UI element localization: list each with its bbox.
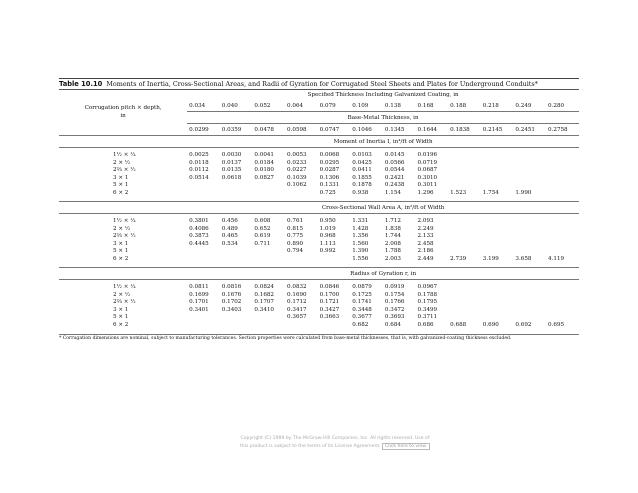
table-row [59, 248, 579, 256]
table-cell [546, 307, 579, 315]
table-cell [513, 160, 546, 168]
table-cell [546, 299, 579, 307]
table-cell: 0.652 [254, 225, 271, 232]
table-cell: 1.356 [352, 233, 369, 239]
pitch-label: 1½ × ¼ [113, 284, 136, 290]
thickness-value: 0.1838 [448, 124, 481, 136]
table-cell [481, 248, 514, 256]
table-cell: 0.0816 [221, 284, 242, 290]
table-cell: 1.556 [352, 255, 369, 262]
table-row [59, 256, 579, 264]
table-cell: 0.1754 [384, 291, 405, 298]
table-cell [513, 248, 546, 256]
properties-table [59, 89, 579, 333]
table-cell [546, 182, 579, 190]
table-cell [220, 322, 253, 330]
table-cell: 0.968 [319, 233, 336, 239]
table-cell: 0.1306 [319, 174, 340, 181]
thickness-value: 0.2145 [481, 124, 514, 136]
table-cell: 0.0135 [221, 167, 242, 173]
thickness-value: 0.1046 [350, 124, 383, 136]
table-cell: 0.465 [221, 233, 238, 239]
table-cell: 0.775 [287, 233, 304, 239]
pitch-label: 6 × 2 [113, 255, 129, 262]
table-cell [546, 190, 579, 198]
table-cell: 0.0137 [221, 159, 242, 166]
table-cell [448, 284, 481, 292]
table-cell: 0.3011 [417, 182, 438, 188]
table-row [59, 160, 579, 168]
table-cell [252, 248, 285, 256]
table-cell: 1.560 [352, 240, 369, 247]
table-cell: 4.119 [548, 255, 565, 262]
table-cell [546, 284, 579, 292]
table-cell [481, 314, 514, 322]
table-cell [252, 190, 285, 198]
license-link[interactable]: Click here to view. [382, 443, 430, 450]
table-cell: 1.390 [352, 248, 369, 254]
table-cell [448, 248, 481, 256]
pitch-label: 6 × 2 [113, 321, 129, 328]
table-row [59, 182, 579, 190]
table-cell [481, 167, 514, 175]
table-cell [513, 226, 546, 234]
table-cell: 0.711 [254, 240, 271, 247]
table-cell [513, 233, 546, 241]
table-cell [546, 233, 579, 241]
thickness-value: 0.280 [548, 102, 565, 109]
table-cell: 2.008 [384, 240, 401, 247]
table-cell: 0.1725 [352, 291, 372, 298]
table-cell [513, 182, 546, 190]
table-cell: 2.133 [417, 233, 434, 239]
table-cell [546, 152, 579, 160]
table-cell [513, 307, 546, 315]
table-cell: 0.3657 [287, 314, 307, 320]
table-cell [481, 307, 514, 315]
thickness-value: 0.0478 [252, 124, 285, 136]
table-cell [513, 167, 546, 175]
table-cell [513, 241, 546, 249]
table-cell: 0.0425 [352, 159, 372, 166]
table-cell: 0.890 [287, 240, 304, 247]
table-cell [481, 152, 514, 160]
table-cell: 0.1039 [287, 174, 307, 181]
table-cell: 0.619 [254, 233, 271, 239]
thickness-value: 0.034 [189, 102, 206, 109]
table-cell: 0.3499 [417, 306, 438, 313]
thickness-value: 0.188 [450, 102, 467, 109]
pitch-header-line2: in [120, 112, 126, 119]
table-cell: 0.1690 [287, 291, 307, 298]
table-cell: 1.788 [384, 248, 401, 254]
table-cell: 0.0030 [221, 152, 242, 158]
table-cell [220, 190, 253, 198]
pitch-label: 1½ × ¼ [113, 152, 136, 158]
table-cell: 2.458 [417, 240, 434, 247]
table-cell [546, 226, 579, 234]
table-cell: 0.0068 [319, 152, 340, 158]
table-cell [513, 299, 546, 307]
pitch-label: 2⅔ × ½ [113, 167, 136, 173]
table-cell [448, 152, 481, 160]
table-cell: 0.688 [450, 321, 467, 328]
table-cell [546, 241, 579, 249]
table-cell: 0.0227 [287, 167, 307, 173]
table-cell: 0.0053 [287, 152, 307, 158]
table-cell: 1.331 [352, 218, 369, 224]
table-cell: 0.3427 [319, 306, 340, 313]
table-cell: 1.113 [319, 240, 336, 247]
table-cell: 2.186 [417, 248, 434, 254]
table-cell: 0.950 [319, 218, 336, 224]
table-cell [513, 292, 546, 300]
table-cell: 0.0287 [319, 167, 340, 173]
table-cell: 0.686 [417, 321, 434, 328]
pitch-column-header [59, 90, 187, 136]
thickness-value: 0.0299 [187, 124, 220, 136]
pitch-label: 2 × ½ [113, 225, 131, 232]
table-title: Moments of Inertia, Cross-Sectional Areas, and Radii of Gyration for Corrugated Steel Sheets and Plates for Underground Conduits* [106, 80, 538, 88]
table-cell: 0.1878 [352, 182, 372, 188]
table-label: Table 10.10 [59, 80, 103, 88]
table-cell [546, 248, 579, 256]
table-cell [513, 152, 546, 160]
table-cell [252, 256, 285, 264]
table-cell [448, 307, 481, 315]
table-cell: 0.3417 [287, 306, 307, 313]
table-cell [285, 322, 318, 330]
table-cell: 0.3472 [384, 306, 405, 313]
table-cell: 0.0145 [384, 152, 405, 158]
table-cell: 3.658 [515, 255, 532, 262]
table-cell: 1.296 [417, 189, 434, 196]
table-cell [187, 190, 220, 198]
table-cell: 1.754 [482, 189, 499, 196]
pitch-label: 6 × 2 [113, 189, 129, 196]
section-title: Radius of Gyration r, in [187, 268, 579, 280]
thickness-value: 0.138 [384, 102, 401, 109]
table-cell [513, 284, 546, 292]
table-cell [481, 218, 514, 226]
table-cell [220, 256, 253, 264]
table-cell: 0.0846 [319, 284, 340, 290]
table-cell: 0.2438 [384, 182, 405, 188]
table-cell [513, 218, 546, 226]
table-cell: 0.3711 [417, 314, 438, 320]
table-cell: 0.1766 [384, 299, 405, 305]
table-cell: 0.1707 [254, 299, 274, 305]
table-cell: 0.0184 [254, 159, 274, 166]
thickness-value: 0.1345 [383, 124, 416, 136]
table-cell: 0.0618 [221, 174, 242, 181]
table-cell [187, 314, 220, 322]
thickness-value: 0.0747 [318, 124, 351, 136]
table-cell [187, 182, 220, 190]
pitch-label: 2⅔ × ½ [113, 233, 136, 239]
table-cell: 0.0411 [352, 167, 372, 173]
table-cell: 0.3693 [384, 314, 405, 320]
table-cell: 0.0967 [417, 284, 438, 290]
pitch-label: 2⅔ × ½ [113, 299, 136, 305]
table-cell: 2.449 [417, 255, 434, 262]
table-row [59, 241, 579, 249]
pitch-label: 5 × 1 [113, 314, 129, 320]
table-cell: 0.690 [482, 321, 499, 328]
table-row [59, 314, 579, 322]
table-cell [252, 182, 285, 190]
table-cell [546, 167, 579, 175]
table-cell [220, 248, 253, 256]
table-cell: 0.608 [254, 218, 271, 224]
copyright-notice [225, 435, 445, 451]
table-cell: 2.739 [450, 255, 467, 262]
table-cell: 1.838 [384, 225, 401, 232]
table-cell [513, 175, 546, 183]
table-cell: 0.3801 [189, 218, 209, 224]
table-cell: 0.0824 [254, 284, 274, 290]
table-cell: 0.489 [221, 225, 238, 232]
table-cell: 0.682 [352, 321, 369, 328]
table-cell: 0.725 [319, 189, 336, 196]
thickness-value: 0.2758 [546, 124, 579, 136]
table-cell: 0.0196 [417, 152, 438, 158]
pitch-label: 2 × ½ [113, 291, 131, 298]
table-cell [187, 248, 220, 256]
table-cell: 0.1721 [319, 299, 340, 305]
table-cell [481, 182, 514, 190]
table-cell: 0.0687 [417, 167, 438, 173]
pitch-label: 3 × 1 [113, 306, 129, 313]
section-title: Moment of Inertia I, in⁴/ft of Width [187, 136, 579, 148]
copyright-line2: this product is subject to the terms of its License Agreement. [240, 444, 381, 449]
table-cell: 2.249 [417, 225, 434, 232]
table-cell: 0.0180 [254, 167, 274, 173]
copyright-line1: Copyright (C) 1999 by The McGraw-Hill Companies, Inc. All rights reserved. Use of [240, 436, 430, 441]
section-title: Cross-Sectional Wall Area A, in²/ft of Width [187, 202, 579, 214]
table-row [59, 299, 579, 307]
table-cell [481, 175, 514, 183]
table-cell [546, 175, 579, 183]
table-cell: 1.154 [384, 189, 401, 196]
table-cell: 0.1062 [287, 182, 307, 188]
thickness-value: 0.249 [515, 102, 532, 109]
table-cell [481, 299, 514, 307]
table-cell: 0.0919 [384, 284, 405, 290]
table-cell [546, 218, 579, 226]
table-cell: 0.1788 [417, 291, 438, 298]
table-cell: 0.3410 [254, 306, 274, 313]
table-cell: 1.990 [515, 189, 532, 196]
table-cell [481, 226, 514, 234]
table-cell [220, 182, 253, 190]
thickness-value: 0.2451 [513, 124, 546, 136]
table-cell: 0.3403 [221, 306, 242, 313]
table-cell: 0.0233 [287, 159, 307, 166]
table-cell [448, 226, 481, 234]
table-cell: 0.938 [352, 189, 369, 196]
table-cell [318, 322, 351, 330]
table-cell: 0.2421 [384, 174, 405, 181]
table-cell: 0.4086 [189, 225, 209, 232]
table-cell: 0.1331 [319, 182, 340, 188]
table-cell [448, 218, 481, 226]
table-cell: 0.456 [221, 218, 238, 224]
table-cell [187, 256, 220, 264]
table-cell: 0.1682 [254, 291, 274, 298]
table-cell: 0.1700 [319, 291, 340, 298]
table-cell: 0.0514 [189, 174, 209, 181]
table-row [59, 152, 579, 160]
table-cell: 0.695 [548, 321, 565, 328]
table-cell: 0.1795 [417, 299, 438, 305]
footnote: * Corrugation dimensions are nominal, subject to manufacturing tolerances. Section properties were calculated from base-metal thicknesses, that is, with galvanized-coating thickness excluded. [59, 334, 579, 342]
table-cell [252, 314, 285, 322]
table-cell: 0.794 [287, 248, 304, 254]
pitch-label: 3 × 1 [113, 240, 129, 247]
table-cell [481, 241, 514, 249]
table-cell [546, 292, 579, 300]
table-cell: 1.712 [384, 218, 401, 224]
table-row [59, 167, 579, 175]
table-cell: 0.1702 [221, 299, 242, 305]
thickness-value: 0.168 [417, 102, 434, 109]
table-cell [448, 241, 481, 249]
table-cell [448, 167, 481, 175]
table-cell: 0.0118 [189, 159, 209, 166]
table-cell: 0.1741 [352, 299, 372, 305]
table-cell [220, 314, 253, 322]
table-row [59, 226, 579, 234]
table-cell: 0.3010 [417, 174, 438, 181]
table-cell: 1.523 [450, 189, 467, 196]
thickness-value: 0.052 [254, 102, 271, 109]
table-cell: 0.0811 [189, 284, 209, 290]
table-cell: 0.992 [319, 248, 336, 254]
thickness-value: 0.040 [221, 102, 238, 109]
thickness-value: 0.1644 [416, 124, 449, 136]
table-cell [546, 160, 579, 168]
table-cell [448, 175, 481, 183]
thickness-value: 0.218 [482, 102, 499, 109]
table-cell: 0.692 [515, 321, 532, 328]
table-cell [285, 256, 318, 264]
table-caption [59, 80, 579, 89]
table-cell: 0.0295 [319, 159, 340, 166]
thickness-value: 0.079 [319, 102, 336, 109]
thickness-value: 0.109 [352, 102, 369, 109]
table-cell: 2.093 [417, 218, 434, 224]
thickness-value: 0.0359 [220, 124, 253, 136]
table-cell: 3.199 [482, 255, 499, 262]
table-cell: 0.1699 [189, 291, 209, 298]
thickness-value: 0.064 [287, 102, 304, 109]
table-cell [448, 314, 481, 322]
table-cell: 0.1712 [287, 299, 307, 305]
table-cell: 0.3663 [319, 314, 340, 320]
table-cell: 0.815 [287, 225, 304, 232]
table-row [59, 218, 579, 226]
table-cell: 0.3448 [352, 306, 372, 313]
table-cell: 0.4445 [189, 240, 209, 247]
table-cell [481, 292, 514, 300]
table-cell: 1.744 [384, 233, 401, 239]
pitch-label: 2 × ½ [113, 159, 131, 166]
table-row [59, 322, 579, 330]
table-cell: 1.019 [319, 225, 336, 232]
table-cell: 0.684 [384, 321, 401, 328]
table-cell: 0.0566 [384, 159, 405, 166]
table-cell [318, 256, 351, 264]
table-cell [187, 322, 220, 330]
pitch-header-line1: Corrugation pitch × depth, [84, 105, 162, 111]
specified-thickness-header: Specified Thickness Including Galvanized Coating, in [187, 90, 579, 101]
pitch-label: 1½ × ¼ [113, 218, 136, 224]
table-cell: 0.0041 [254, 152, 274, 158]
table-cell [513, 314, 546, 322]
top-rule [59, 78, 579, 79]
table-row [59, 190, 579, 198]
table-row [59, 284, 579, 292]
table-row [59, 292, 579, 300]
table-row [59, 175, 579, 183]
table-cell: 0.3677 [352, 314, 372, 320]
table-row [59, 307, 579, 315]
table-cell [481, 233, 514, 241]
pitch-label: 5 × 1 [113, 182, 129, 188]
table-cell [448, 182, 481, 190]
table-cell: 0.0832 [287, 284, 307, 290]
table-cell [448, 299, 481, 307]
table-cell: 0.1855 [352, 174, 372, 181]
base-thickness-header: Base-Metal Thickness, in [187, 112, 579, 124]
table-cell: 0.0544 [384, 167, 405, 173]
table-cell [481, 160, 514, 168]
table-cell: 0.1676 [221, 291, 242, 298]
table-cell [285, 190, 318, 198]
table-cell [448, 233, 481, 241]
table-document [59, 78, 579, 342]
table-cell: 0.0112 [189, 167, 209, 173]
table-cell [546, 314, 579, 322]
table-cell: 2.003 [384, 255, 401, 262]
table-cell: 0.0827 [254, 174, 274, 181]
table-row [59, 233, 579, 241]
table-cell [448, 160, 481, 168]
table-cell: 0.3873 [189, 233, 209, 239]
table-cell: 1.428 [352, 225, 369, 232]
table-cell: 0.761 [287, 218, 304, 224]
table-cell: 0.0879 [352, 284, 372, 290]
table-cell [448, 292, 481, 300]
table-cell: 0.1701 [189, 299, 209, 305]
pitch-label: 5 × 1 [113, 248, 129, 254]
table-cell [481, 284, 514, 292]
table-cell [252, 322, 285, 330]
pitch-label: 3 × 1 [113, 174, 129, 181]
table-cell: 0.0025 [189, 152, 209, 158]
table-cell: 0.0719 [417, 159, 438, 166]
table-cell: 0.0103 [352, 152, 372, 158]
table-cell: 0.534 [221, 240, 238, 247]
table-cell: 0.3401 [189, 306, 209, 313]
thickness-value: 0.0598 [285, 124, 318, 136]
